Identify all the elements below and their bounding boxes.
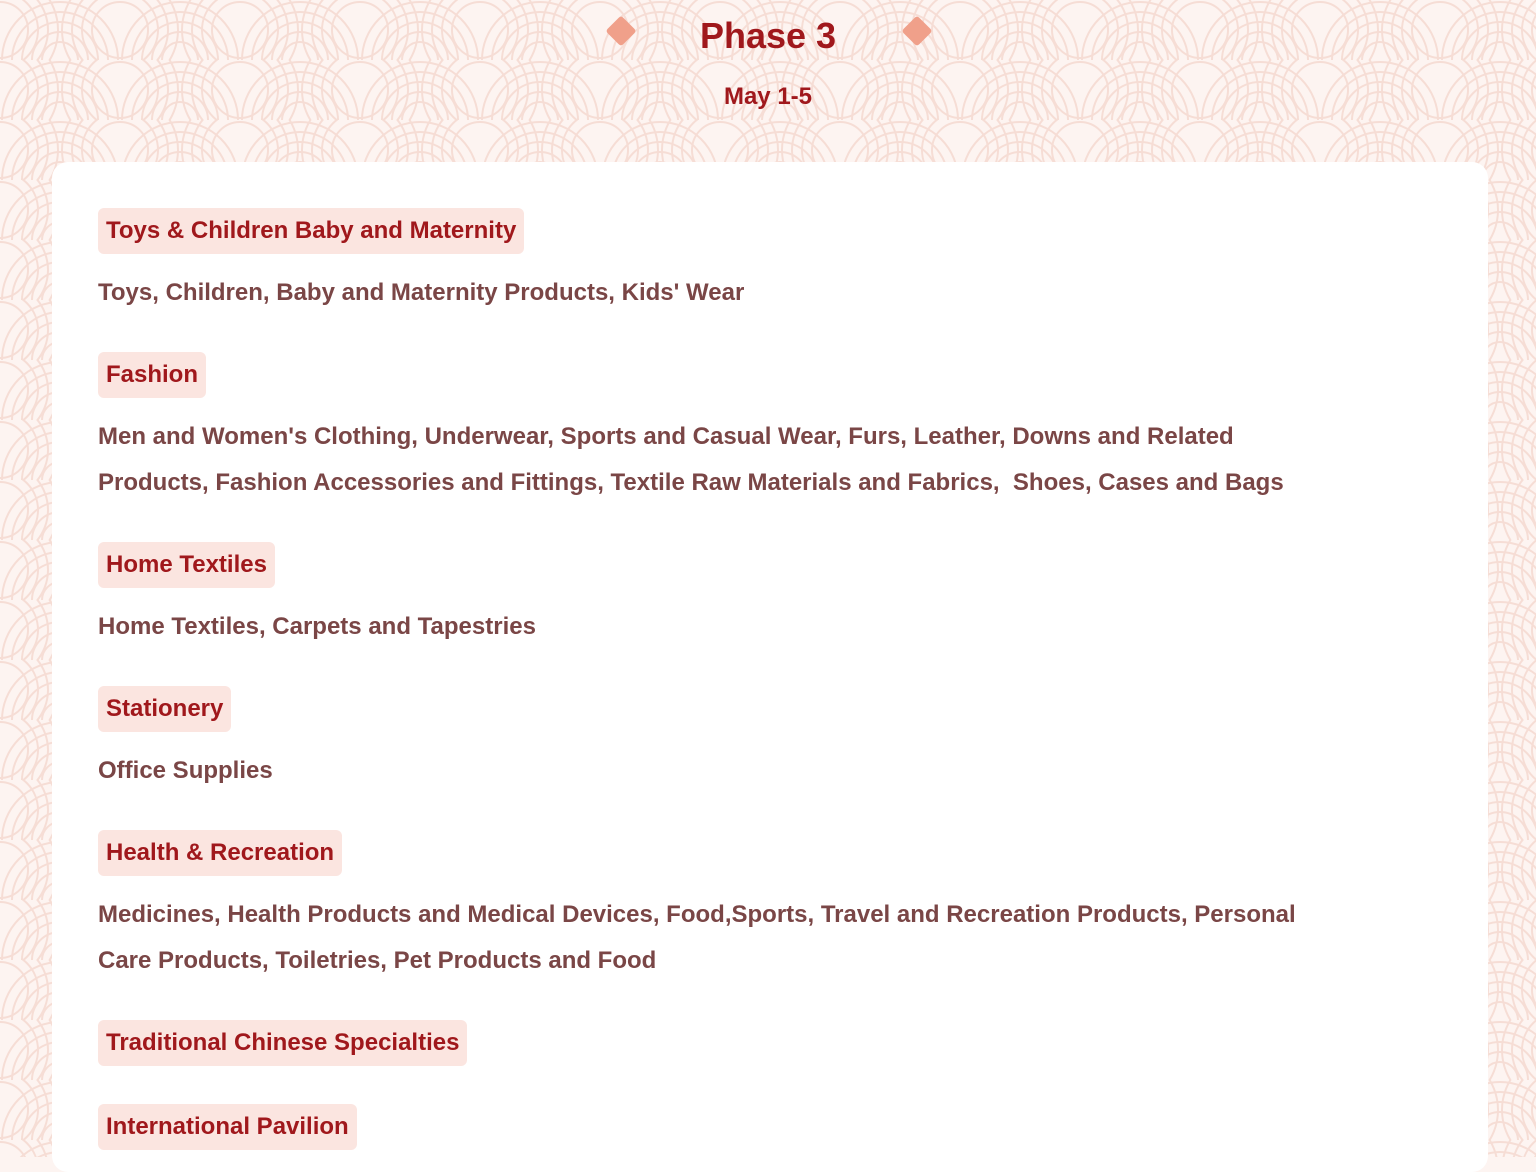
category-description: Home Textiles, Carpets and Tapestries (98, 613, 536, 640)
category-section-international-pavilion (98, 1104, 1442, 1150)
category-tag: Home Textiles (98, 542, 275, 588)
category-tag: Health & Recreation (98, 830, 342, 876)
category-tag: Stationery (98, 686, 231, 732)
category-description: Office Supplies (98, 757, 273, 784)
phase-date: May 1-5 (723, 83, 813, 110)
category-section-toys (98, 208, 1442, 352)
category-tag: Fashion (98, 352, 206, 398)
category-section-home-textiles (98, 542, 1442, 686)
category-tag: Toys & Children Baby and Maternity (98, 208, 524, 254)
phase-title: Phase 3 (699, 15, 837, 56)
category-section-fashion (98, 352, 1442, 542)
category-tag: Traditional Chinese Specialties (98, 1020, 467, 1066)
phase-header (0, 0, 1536, 160)
category-description: Men and Women's Clothing, Underwear, Sports and Casual Wear, Furs, Leather, Downs and Related Products, Fashion Accessories and Fittings, Textile Raw Materials and Fabrics, Shoes, Cases and Bags (98, 423, 1284, 496)
category-card (52, 162, 1488, 1172)
category-tag: International Pavilion (98, 1104, 357, 1150)
category-description: Medicines, Health Products and Medical Devices, Food,Sports, Travel and Recreation Products, Personal Care Products, Toiletries, Pet Products and Food (98, 901, 1296, 974)
category-section-traditional-chinese (98, 1020, 1442, 1104)
category-section-health-recreation (98, 830, 1442, 1020)
category-section-stationery (98, 686, 1442, 830)
category-description: Toys, Children, Baby and Maternity Products, Kids' Wear (98, 279, 745, 306)
